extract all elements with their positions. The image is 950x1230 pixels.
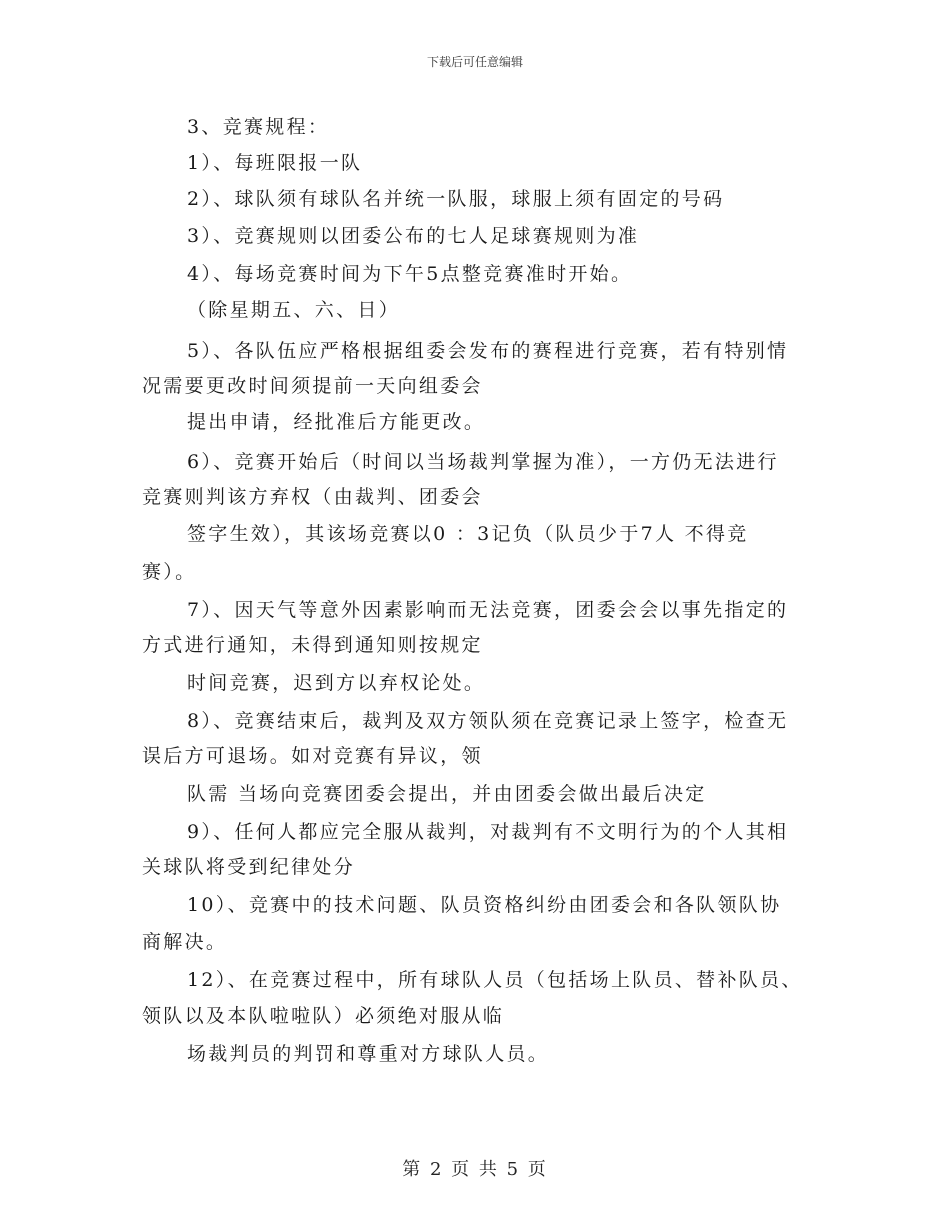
rule-5-line-1: 5）、各队伍应严格根据组委会发布的赛程进行竞赛，若有特别情 bbox=[187, 340, 789, 362]
rule-2: 2）、球队须有球队名并统一队服，球服上须有固定的号码 bbox=[187, 188, 725, 210]
rule-9-line-2: 关球队将受到纪律处分 bbox=[142, 856, 356, 878]
rule-10-line-1: 10）、竞赛中的技术问题、队员资格纠纷由团委会和各队领队协 bbox=[187, 894, 782, 916]
page-header-note: 下载后可任意编辑 bbox=[426, 55, 523, 69]
rule-7-line-1: 7）、因天气等意外因素影响而无法竞赛，团委会会以事先指定的 bbox=[187, 599, 789, 621]
section-heading-rules: 3、竞赛规程： bbox=[187, 116, 330, 138]
rule-12-line-2: 领队以及本队啦啦队）必须绝对服从临 bbox=[142, 1005, 505, 1027]
rule-6-line-3: 签字生效），其该场竞赛以0 ：3记负（队员少于7人 不得竞 bbox=[187, 523, 749, 545]
rule-1: 1）、每班限报一队 bbox=[187, 152, 363, 174]
rule-5-line-2: 况需要更改时间须提前一天向组委会 bbox=[142, 375, 483, 397]
rule-3: 3）、竞赛规则以团委公布的七人足球赛规则为准 bbox=[187, 225, 640, 247]
rule-10-line-2: 商解决。 bbox=[142, 931, 228, 953]
rule-4: 4）、每场竞赛时间为下午5点整竞赛准时开始。 bbox=[187, 263, 633, 285]
rule-12-line-1: 12）、在竞赛过程中，所有球队人员（包括场上队员、替补队员、 bbox=[187, 969, 803, 991]
rule-6-line-4: 赛）。 bbox=[142, 561, 197, 583]
rule-8-line-3: 队需 当场向竞赛团委会提出，并由团委会做出最后决定 bbox=[187, 783, 707, 805]
rule-4-note: （除星期五、六、日） bbox=[187, 299, 401, 321]
rule-6-line-2: 竞赛则判该方弃权（由裁判、团委会 bbox=[142, 486, 483, 508]
rule-8-line-2: 误后方可退场。如对竞赛有异议，领 bbox=[142, 745, 483, 767]
rule-6-line-1: 6）、竞赛开始后（时间以当场裁判掌握为准），一方仍无法进行 bbox=[187, 451, 779, 473]
page-number: 第 2 页 共 5 页 bbox=[402, 1159, 548, 1180]
rule-5-line-3: 提出申请，经批准后方能更改。 bbox=[187, 411, 486, 433]
rule-8-line-1: 8）、竞赛结束后，裁判及双方领队须在竞赛记录上签字，检查无 bbox=[187, 710, 789, 732]
rule-7-line-3: 时间竞赛，迟到方以弃权论处。 bbox=[187, 672, 486, 694]
rule-9-line-1: 9）、任何人都应完全服从裁判，对裁判有不文明行为的个人其相 bbox=[187, 821, 789, 843]
rule-7-line-2: 方式进行通知，未得到通知则按规定 bbox=[142, 634, 483, 656]
rule-12-line-3: 场裁判员的判罚和尊重对方球队人员。 bbox=[187, 1043, 550, 1065]
